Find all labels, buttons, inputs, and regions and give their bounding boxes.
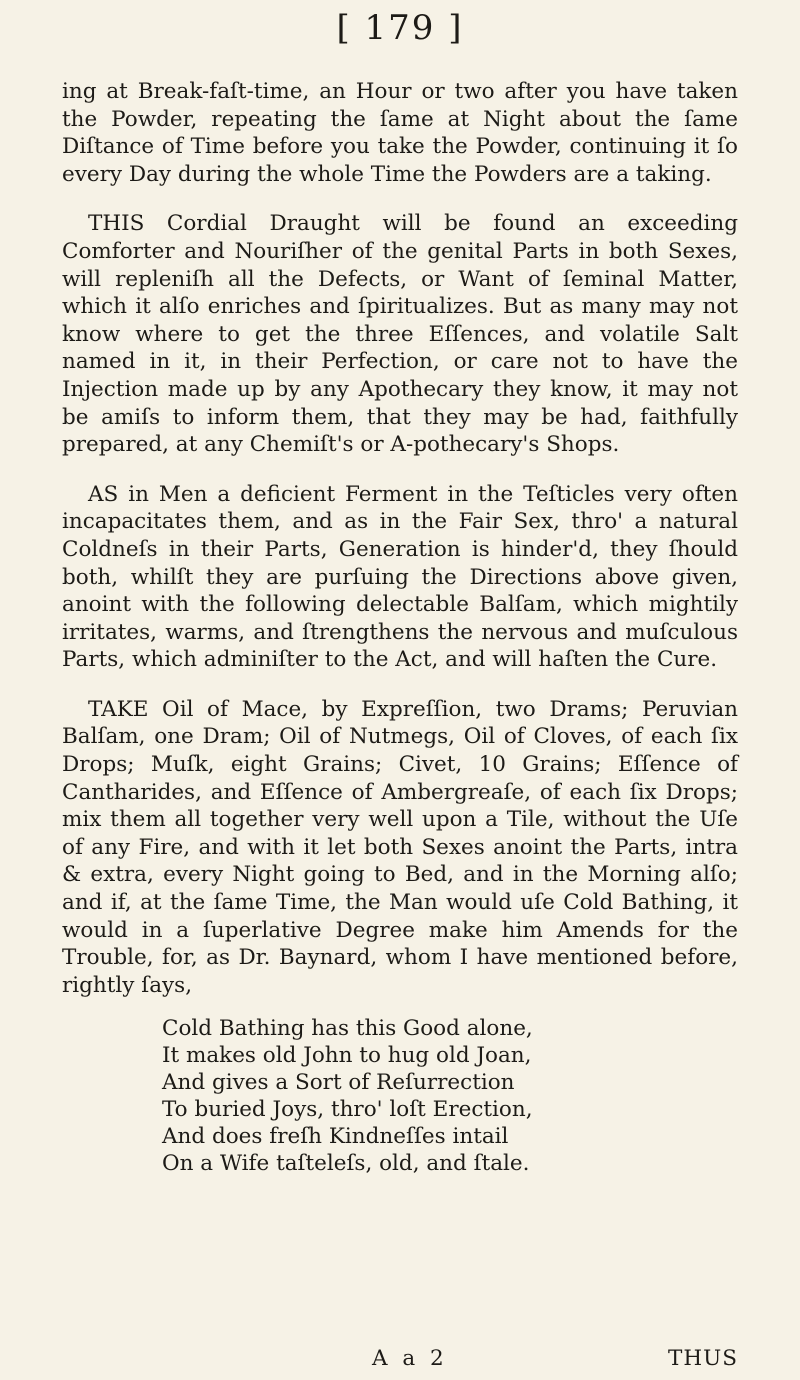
poem-line: And gives a Sort of Reſurrection xyxy=(162,1070,515,1096)
catchword: THUS xyxy=(668,1346,738,1371)
poem-line: Cold Bathing has this Good alone, xyxy=(162,1016,533,1042)
poem-line: And does freſh Kindneſſes intail xyxy=(162,1124,509,1150)
signature-mark: A a 2 xyxy=(372,1346,448,1371)
poem-line: To buried Joys, thro' loſt Erection, xyxy=(162,1097,533,1123)
paragraph-4: TAKE Oil of Mace, by Expreſſion, two Drams; Peruvian Balſam, one Dram; Oil of Nutmegs, Oil of Cloves, of each ſix Drops; Muſk, eight Grains; Civet, 10 Grains; Eſſence of Cantharides, and Eſſence of Ambergreaſe, of each ſix Drops; mix them all together very well upon a Tile, without the Uſe of any Fire, and with it let both Sexes anoint the Parts, intra & extra, every Night going to Bed, and in the Morning alſo; and if, at the ſame Time, the Man would uſe Cold Bathing, it would in a ſuperlative Degree make him Amends for the Trouble, for, as Dr. Baynard, whom I have mentioned before, rightly ſays, xyxy=(62,696,738,998)
poem xyxy=(162,1015,738,1177)
poem-line: It makes old John to hug old Joan, xyxy=(162,1043,532,1069)
paragraph-2: THIS Cordial Draught will be found an exceeding Comforter and Nouriſher of the genital Parts in both Sexes, will repleniſh all the Defects, or Want of ſeminal Matter, which it alſo enriches and ſpiritualizes. But as many may not know where to get the three Eſſences, and volatile Salt named in it, in their Perfection, or care not to have the Injection made up by any Apothecary they know, it may not be amiſs to inform them, that they may be had, faithfully prepared, at any Chemiſt's or A-pothecary's Shops. xyxy=(62,211,738,458)
page-number: [ 179 ] xyxy=(336,8,464,48)
paragraph-3: AS in Men a deficient Ferment in the Teſticles very often incapacitates them, and as in the Fair Sex, thro' a natural Coldneſs in their Parts, Generation is hinder'd, they ſhould both, whilſt they are purſuing the Directions above given, anoint with the following delectable Balſam, which mightily irritates, warms, and ſtrengthens the nervous and muſculous Parts, which adminiſter to the Act, and will haſten the Cure. xyxy=(62,481,738,673)
paragraph-1: ing at Break-faſt-time, an Hour or two after you have taken the Powder, repeating the ſame at Night about the ſame Diſtance of Time before you take the Powder, continuing it ſo every Day during the whole Time the Powders are a taking. xyxy=(62,79,738,187)
poem-line: On a Wife taſteleſs, old, and ſtale. xyxy=(162,1151,530,1177)
